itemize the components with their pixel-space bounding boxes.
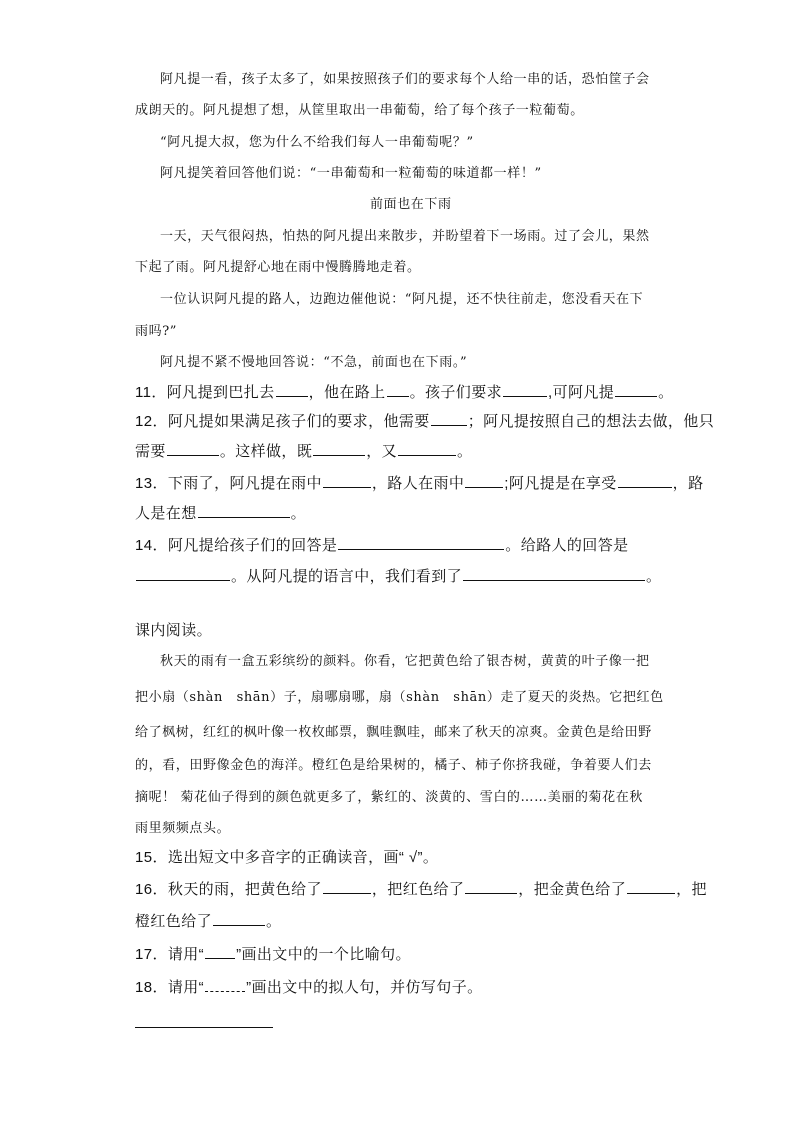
passage-line: 给了枫树，红红的枫叶像一枚枚邮票，飘哇飘哇，邮来了秋天的凉爽。金黄色是给田野 <box>135 725 652 740</box>
question-18 <box>135 976 483 997</box>
answer-blank[interactable] <box>198 516 290 518</box>
answer-blank[interactable] <box>276 395 308 397</box>
answer-blank[interactable] <box>323 892 371 894</box>
question-text: 。从阿凡提的语言中，我们看到了 <box>231 568 463 585</box>
story1-reply: 阿凡提笑着回答他们说：“一串葡萄和一粒葡萄的味道都一样！” <box>160 166 542 181</box>
story2-title: 前面也在下雨 <box>370 197 452 212</box>
question-text: 人是在想 <box>135 505 197 522</box>
question-text: 。 <box>266 913 282 930</box>
question-text: 。给路人的回答是 <box>505 537 629 554</box>
answer-blank[interactable] <box>136 579 230 581</box>
answer-blank[interactable] <box>323 486 371 488</box>
question-text: ,可阿凡提 <box>548 384 615 401</box>
question-text: 需要 <box>135 443 166 460</box>
passage-line: 秋天的雨有一盒五彩缤纷的颜料。你看，它把黄色给了银杏树，黄黄的叶子像一把 <box>160 654 650 669</box>
story2-paragraph-line: 一天，天气很闷热，怕热的阿凡提出来散步，并盼望着下一场雨。过了会儿，果然 <box>160 229 650 244</box>
question-text: 。 <box>457 443 473 460</box>
question-12 <box>135 410 714 431</box>
wavy-underline-sample <box>205 990 245 992</box>
passage-line: 把小扇（shàn shān）子，扇哪扇哪，扇（shàn shān）走了夏天的炎热。它把红色 <box>135 690 664 705</box>
question-text: ；阿凡提按照自己的想法去做，他只 <box>467 413 715 430</box>
answer-blank[interactable] <box>431 424 467 426</box>
answer-blank[interactable] <box>338 548 504 550</box>
question-text: 12．阿凡提如果满足孩子们的要求，他需要 <box>135 413 430 430</box>
passage-line: 的，看，田野像金色的海洋。橙红色是给果树的，橘子、柿子你挤我碰，争着要人们去 <box>135 758 652 773</box>
answer-line[interactable] <box>135 1027 273 1028</box>
answer-blank[interactable] <box>618 486 672 488</box>
question-text: ，把金黄色给了 <box>518 881 627 898</box>
answer-blank[interactable] <box>615 395 657 397</box>
question-text: 16．秋天的雨，把黄色给了 <box>135 881 322 898</box>
question-text: 。 <box>658 384 674 401</box>
question-text: ，把 <box>676 881 707 898</box>
question-17 <box>135 943 411 964</box>
question-11 <box>135 381 674 402</box>
question-text: ，路 <box>672 475 704 492</box>
question-text: 17．请用“ <box>135 946 205 963</box>
question-13-continued <box>135 502 306 523</box>
question-text: ”画出文中的一个比喻句。 <box>236 946 411 963</box>
answer-blank[interactable] <box>213 924 265 926</box>
question-16 <box>135 878 707 899</box>
question-text: 11．阿凡提到巴扎去 <box>135 384 275 401</box>
answer-blank[interactable] <box>465 486 503 488</box>
question-text: ;阿凡提是在享受 <box>504 475 617 492</box>
answer-blank[interactable] <box>627 892 675 894</box>
straight-underline-sample <box>205 957 235 959</box>
answer-blank[interactable] <box>387 395 409 397</box>
story1-paragraph-line: 成朗天的。阿凡提想了想，从筐里取出一串葡萄，给了每个孩子一粒葡萄。 <box>135 103 584 118</box>
question-text: 。这样做，既 <box>219 443 313 460</box>
question-text: 14．阿凡提给孩子们的回答是 <box>135 537 338 554</box>
passage-line: 摘呢！ 菊花仙子得到的颜色就更多了，紫红的、淡黄的、雪白的……美丽的菊花在秋 <box>135 790 643 805</box>
question-text: 13．下雨了，阿凡提在雨中 <box>135 475 322 492</box>
story2-paragraph-line: 一位认识阿凡提的路人，边跑边催他说：“阿凡提，还不快往前走，您没看天在下 <box>160 292 644 307</box>
answer-blank[interactable] <box>503 395 547 397</box>
passage-line: 雨里频频点头。 <box>135 821 231 836</box>
story2-paragraph-line: 阿凡提不紧不慢地回答说：“不急，前面也在下雨。” <box>160 355 468 370</box>
story1-dialogue: “阿凡提大叔，您为什么不给我们每人一串葡萄呢？” <box>160 135 474 150</box>
section-heading: 课内阅读。 <box>135 622 213 639</box>
story1-paragraph-line: 阿凡提一看，孩子太多了，如果按照孩子们的要求每个人给一串的话，恐怕筐子会 <box>160 72 650 87</box>
question-text: ，又 <box>366 443 398 460</box>
question-text: ，把红色给了 <box>371 881 465 898</box>
question-14-continued <box>135 565 661 586</box>
question-13 <box>135 472 703 493</box>
question-16-continued <box>135 910 281 931</box>
answer-blank[interactable] <box>463 579 645 581</box>
question-text: ”画出文中的拟人句，并仿写句子。 <box>246 979 483 996</box>
question-14 <box>135 534 629 555</box>
answer-blank[interactable] <box>398 454 456 456</box>
answer-blank[interactable] <box>465 892 517 894</box>
story2-paragraph-line: 下起了雨。阿凡提舒心地在雨中慢腾腾地走着。 <box>135 260 421 275</box>
question-text: 。 <box>646 568 662 585</box>
answer-blank[interactable] <box>313 454 365 456</box>
answer-blank[interactable] <box>167 454 219 456</box>
question-12-continued <box>135 440 472 461</box>
question-text: ，他在路上 <box>308 384 386 401</box>
question-text: 。孩子们要求 <box>409 384 502 401</box>
story2-paragraph-line: 雨吗?” <box>135 324 178 339</box>
question-text: 18．请用“ <box>135 979 205 996</box>
question-text: 橙红色给了 <box>135 913 213 930</box>
question-text: ，路人在雨中 <box>371 475 465 492</box>
question-text: 。 <box>290 505 307 522</box>
question-15: 15．选出短文中多音字的正确读音，画“ √”。 <box>135 849 439 866</box>
